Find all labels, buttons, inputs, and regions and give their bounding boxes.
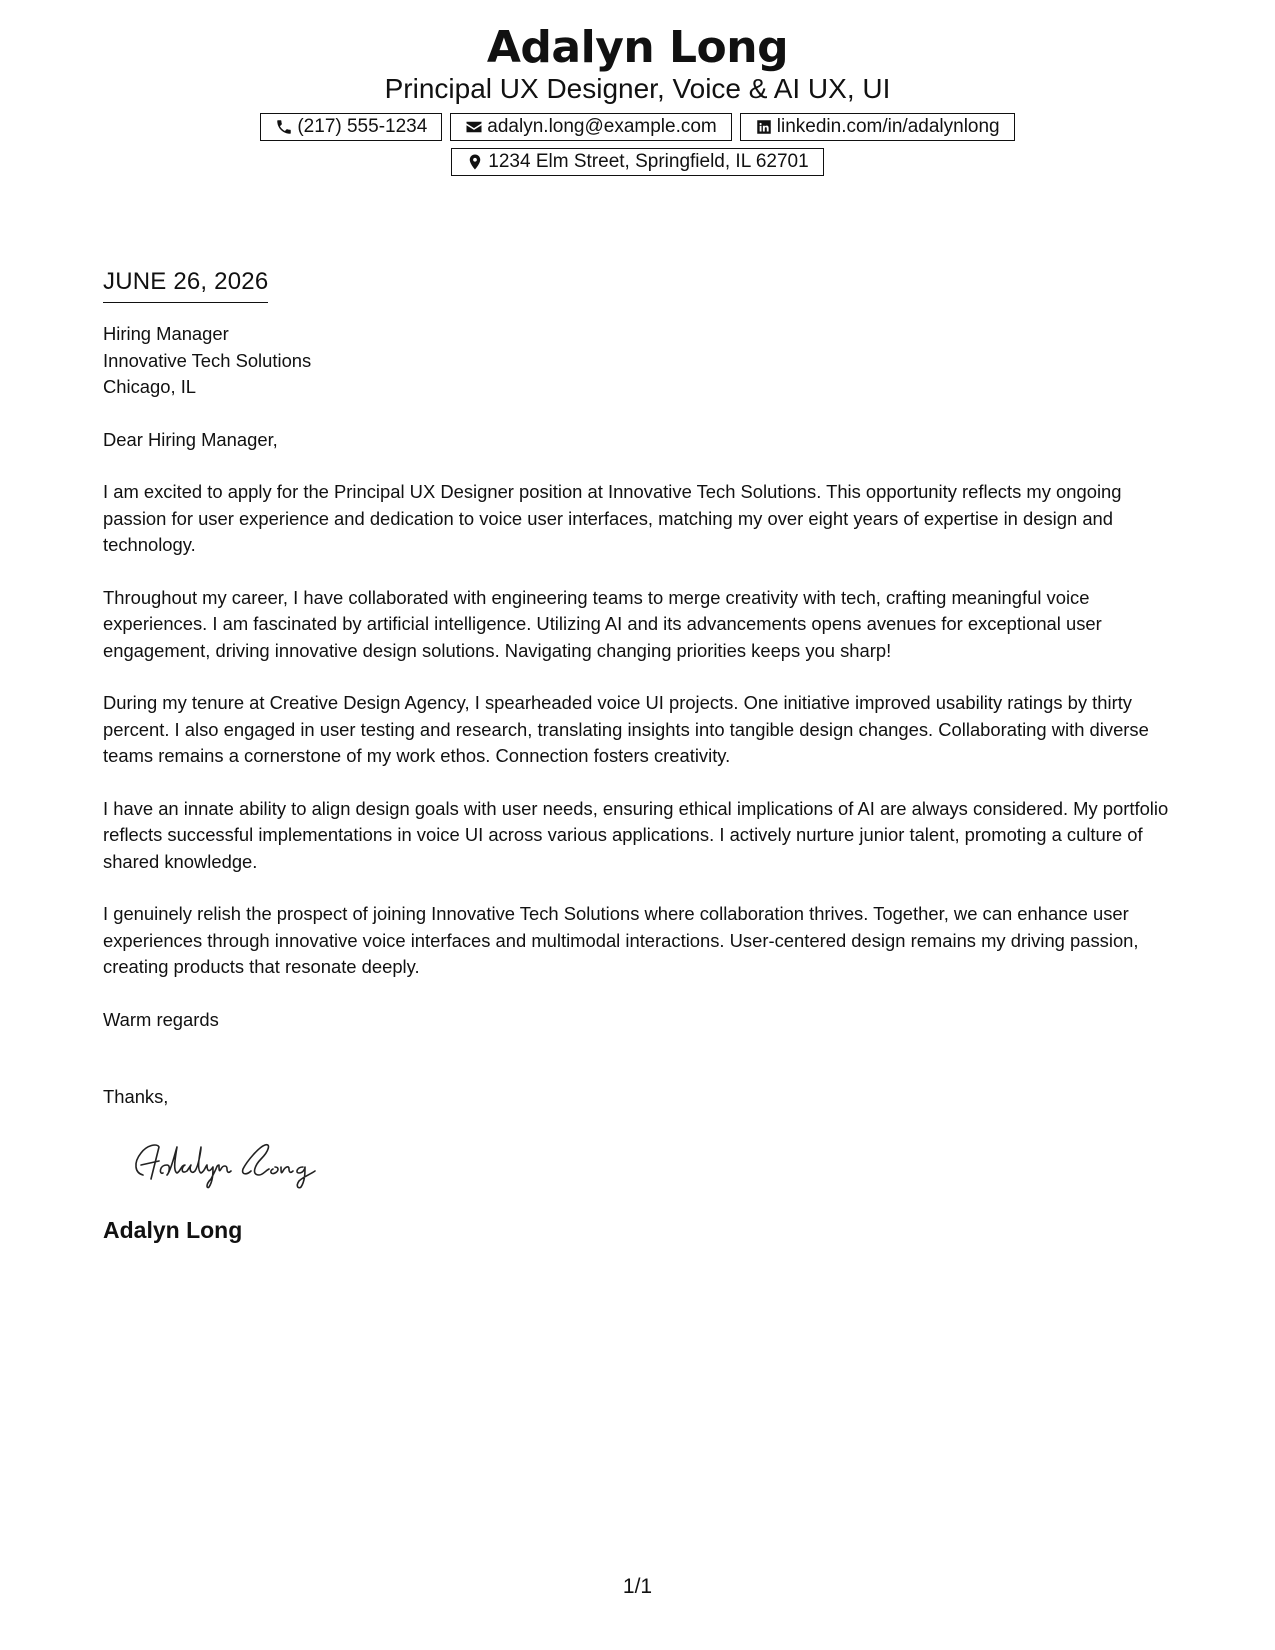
applicant-title: Principal UX Designer, Voice & AI UX, UI — [384, 73, 891, 104]
recipient-name: Hiring Manager — [103, 323, 229, 344]
handwritten-signature — [129, 1135, 349, 1191]
paragraph-4: I have an innate ability to align design goals with user needs, ensuring ethical implications of AI are always considered. My portfolio reflects successful implementations in voice UI across various applications. I actively nurture junior talent, promoting a culture of shared knowledge. — [103, 797, 1169, 872]
phone-text: (217) 555-1234 — [297, 116, 428, 137]
letter-date: JUNE 26, 2026 — [103, 266, 268, 303]
address-row — [0, 148, 1275, 176]
address-chip[interactable] — [451, 148, 823, 176]
linkedin-icon — [755, 118, 773, 136]
paragraph-5: I genuinely relish the prospect of joining Innovative Tech Solutions where collaboration thrives. Together, we can enhance user experiences through innovative voice interfaces and multimodal interactions. User-centered design remains my driving passion, creating products that resonate deeply. — [103, 903, 1139, 977]
salutation: Dear Hiring Manager, — [103, 428, 278, 450]
linkedin-text: linkedin.com/in/adalynlong — [776, 116, 1000, 137]
phone-icon — [275, 118, 293, 136]
page-number: 1/1 — [622, 1575, 653, 1598]
paragraph-1: I am excited to apply for the Principal UX Designer position at Innovative Tech Solutions. This opportunity reflects my ongoing passion for user experience and dedication to voice user interfaces, matching my over eight years of expertise in design and technology. — [103, 481, 1122, 555]
phone-chip[interactable] — [260, 113, 442, 141]
signature-icon — [129, 1135, 349, 1191]
recipient-company: Innovative Tech Solutions — [103, 349, 312, 371]
address-text: 1234 Elm Street, Springfield, IL 62701 — [488, 151, 809, 172]
recipient-location: Chicago, IL — [103, 376, 197, 397]
paragraph-3: During my tenure at Creative Design Agency, I spearheaded voice UI projects. One initiative improved usability ratings by thirty percent. I also engaged in user testing and research, translating insights into tangible design changes. Collaborating with diverse teams remains a cornerstone of my work ethos. Connection fosters creativity. — [103, 692, 1149, 766]
envelope-icon — [465, 118, 483, 136]
recipient-block — [103, 321, 1183, 401]
email-text: adalyn.long@example.com — [487, 116, 717, 137]
applicant-name: Adalyn Long — [486, 22, 789, 73]
letter-body — [103, 266, 1183, 1245]
map-pin-icon — [466, 153, 484, 171]
linkedin-chip[interactable] — [740, 113, 1015, 141]
thanks-line: Thanks, — [103, 1086, 169, 1107]
signed-name: Adalyn Long — [103, 1216, 243, 1243]
contact-row — [0, 113, 1275, 141]
closing: Warm regards — [103, 1008, 219, 1030]
letter-header — [0, 22, 1275, 176]
paragraph-2: Throughout my career, I have collaborated with engineering teams to merge creativity with tech, crafting meaningful voice experiences. I am fascinated by artificial intelligence. Utilizing AI and its advancements opens avenues for exceptional user engagement, driving innovative design solutions. Navigating changing priorities keeps you sharp! — [103, 586, 1102, 661]
email-chip[interactable] — [450, 113, 731, 141]
